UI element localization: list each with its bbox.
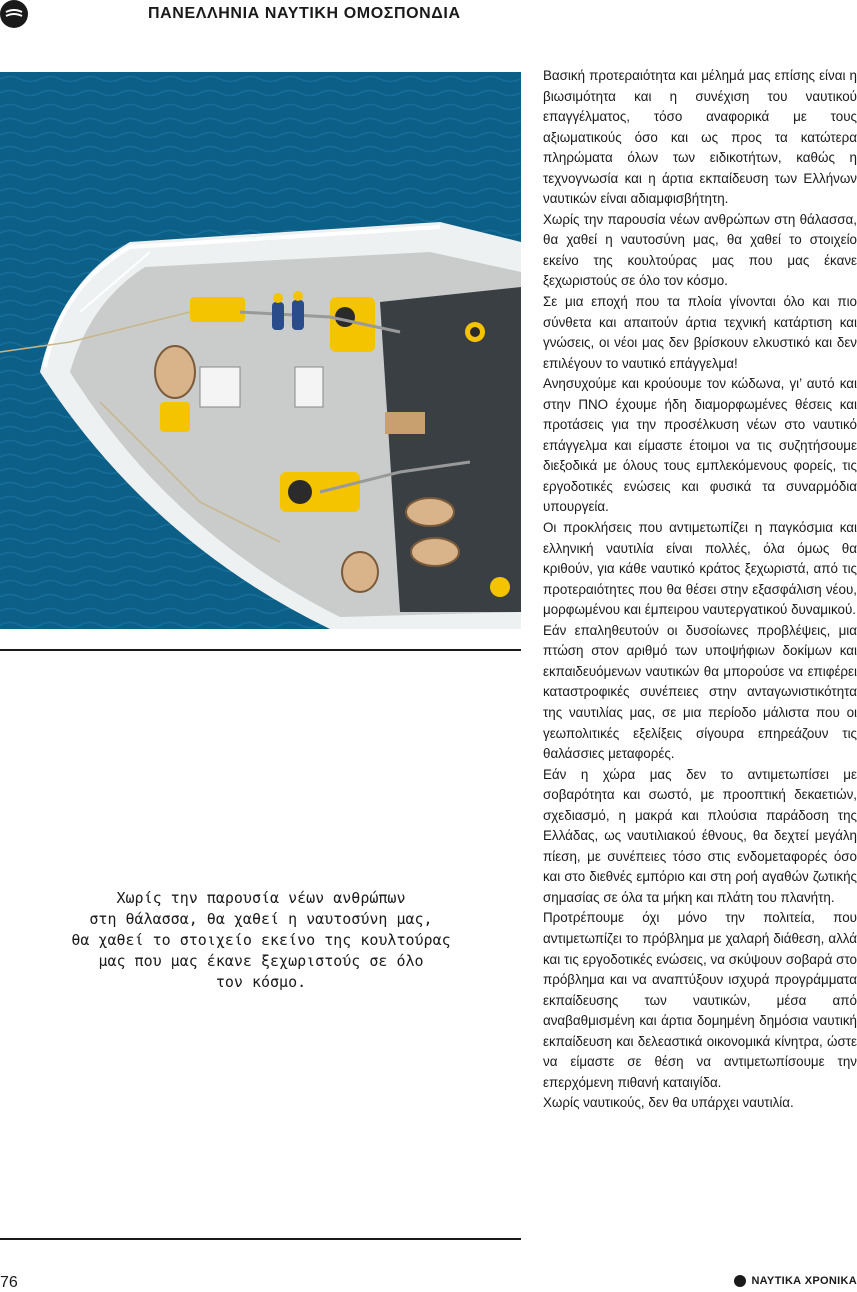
article-paragraph: Ανησυχούμε και κρούουμε τον κώδωνα, γι’ αυτό και στην ΠΝΟ έχουμε ήδη διαμορφωμένες θέσεις και προτάσεις για την προσέλκυση νέων στο ναυτικό επάγγελμα και είμαστε έτοιμοι να τις συζητήσουμε διεξοδικά με όλους τους εμπλεκόμενους φορείς, τις εργοδοτικές ενώσεις και φυσικά τα συναρμόδια υπουργεία. <box>543 376 857 515</box>
article-paragraph: Χωρίς την παρουσία νέων ανθρώπων στη θάλασσα, θα χαθεί η ναυτοσύνη μας, θα χαθεί το στοιχείο εκείνο της κουλτούρας μας που μας έκανε ξεχωριστούς σε όλο τον κόσμο. <box>543 211 857 289</box>
page-header-title: ΠΑΝΕΛΛΗΝΙΑ ΝΑΥΤΙΚΗ ΟΜΟΣΠΟΝΔΙΑ <box>148 5 461 22</box>
article-paragraph: Οι προκλήσεις που αντιμετωπίζει η παγκόσμια και ελληνική ναυτιλία είναι πολλές, όλα όμως θα κριθούν, για κάθε ναυτικό κράτος ξεχωριστά, από τις προτεραιότητες που θα θέσει στην εξασφάλιση νέου, μορφωμένου και έμπειρου ναυτεργατικού δυναμικού. <box>543 520 857 618</box>
federation-logo-icon <box>0 0 28 28</box>
footer-brand <box>734 1275 857 1287</box>
article-paragraph: Χωρίς ναυτικούς, δεν θα υπάρχει ναυτιλία. <box>543 1095 794 1111</box>
footer-brand-name: ΝΑΥΤΙΚΑ ΧΡΟΝΙΚΑ <box>751 1275 857 1287</box>
page-number: 76 <box>0 1274 18 1291</box>
pull-quote-line: τον κόσμο. <box>215 973 307 991</box>
pull-quote <box>30 888 492 993</box>
ship-deck-photo <box>0 72 521 629</box>
pull-quote-line: Χωρίς την παρουσία νέων ανθρώπων <box>116 889 406 907</box>
section-divider-top <box>0 649 521 651</box>
article-paragraph: Προτρέπουμε όχι μόνο την πολιτεία, που αντιμετωπίζει το πρόβλημα με χαλαρή διάθεση, αλλά και τις εργοδοτικές ενώσεις, να σκύψουν σοβαρά στο πρόβλημα και να αναπτύξουν ισχυρά προγράμματα εκπαίδευσης των ναυτικών, μέσα από αναβαθμισμένη και άρτια δομημένη δημόσια ναυτική εκπαίδευση και δελεαστικά οικονομικά κίνητρα, ώστε να είμαστε σε θέση να αντιμετωπίσουμε την επερχόμενη πιθανή καταιγίδα. <box>543 910 857 1090</box>
article-paragraph: Εάν επαληθευτούν οι δυσοίωνες προβλέψεις, μια πτώση στον αριθμό των υποψήφιων δοκίμων και εκπαιδευόμενων ναυτικών θα μπορούσε να επιφέρει καταστροφικές συνέπειες στην ανταγωνιστικότητα της ναυτιλίας μας, σε μια περίοδο μάλιστα που οι γεωπολιτικές εξελίξεις σίγουρα επηρεάζουν τις θαλάσσιες μεταφορές. <box>543 622 857 762</box>
article-paragraph: Εάν η χώρα μας δεν το αντιμετωπίσει με σοβαρότητα και σωστό, με προοπτική δεκαετιών, σχεδιασμό, η μακρά και πλούσια παράδοση της Ελλάδας, ως ναυτιλιακού έθνους, θα δεχτεί μεγάλη πίεση, με συνέπειες τόσο στις ενδομεταφορές όσο και στο διεθνές εμπόριο και στη ροή αγαθών ζωτικής σημασίας σε όλα τα μήκη και πλάτη του πλανήτη. <box>543 766 857 905</box>
pull-quote-line: μας που μας έκανε ξεχωριστούς σε όλο <box>98 952 424 970</box>
article-paragraph: Βασική προτεραιότητα και μέλημά μας επίσης είναι η βιωσιμότητα και η συνέχιση του ναυτικού επαγγέλματος, τόσο αναφορικά με τους αξιωματικούς όσο και ως προς τα κατώτερα πληρώματα όλων των ειδικοτήτων, καθώς η τεχνογνωσία και η άρτια εκπαίδευση των Ελλήνων ναυτικών είναι αδιαμφισβήτητη. <box>543 68 857 207</box>
section-divider-bottom <box>0 1238 521 1240</box>
article-paragraph: Σε μια εποχή που τα πλοία γίνονται όλο και πιο σύνθετα και απαιτούν άρτια τεχνική κατάρτιση και γνώσεις, οι νέοι μας δεν βρίσκουν ελκυστικό και δεν επιλέγουν το ναυτικό επάγγελμα! <box>543 294 857 371</box>
magazine-logo-icon <box>734 1275 746 1287</box>
pull-quote-line: στη θάλασσα, θα χαθεί η ναυτοσύνη μας, <box>89 910 433 928</box>
pull-quote-line: θα χαθεί το στοιχείο εκείνο της κουλτούρας <box>71 931 451 949</box>
article-body <box>543 66 857 1114</box>
